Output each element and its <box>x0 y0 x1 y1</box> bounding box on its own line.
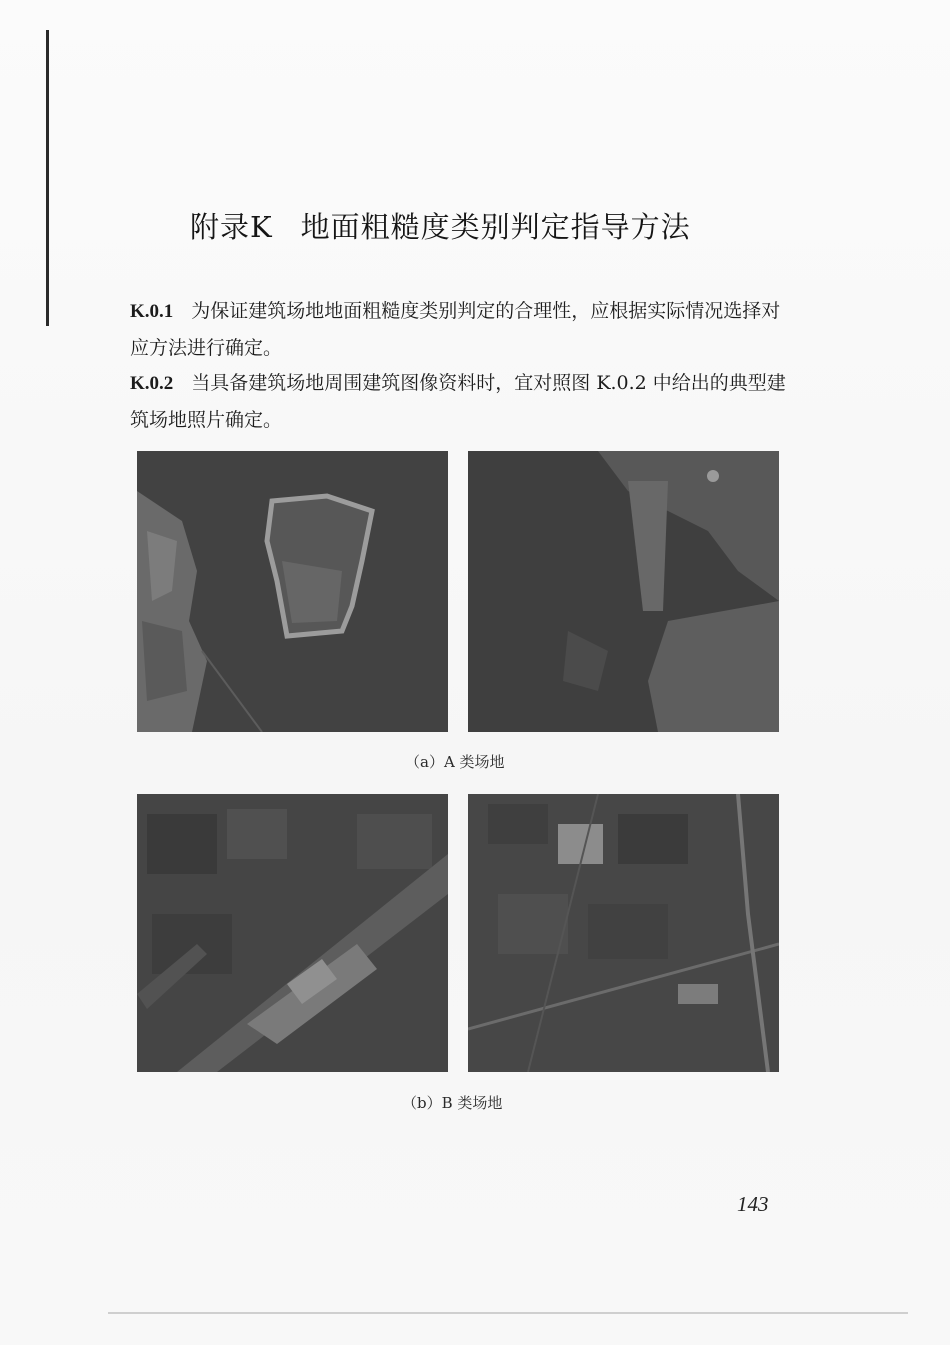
appendix-label: 附录K <box>190 210 273 244</box>
clause-text: 为保证建筑场地地面粗糙度类别判定的合理性，应根据实际情况选择对应方法进行确定。 <box>130 300 781 359</box>
appendix-title <box>190 205 691 246</box>
clause-number: K.0.2 <box>130 373 174 394</box>
aerial-photo-a-left <box>137 451 448 732</box>
clause-k01 <box>130 293 795 366</box>
aerial-photo-a-right <box>468 451 779 732</box>
aerial-photo-b-left <box>137 794 448 1072</box>
appendix-heading: 地面粗糙度类别判定指导方法 <box>300 210 691 244</box>
page-bottom-edge <box>108 1312 908 1314</box>
figure-caption-a: （a）A 类场地 <box>405 753 505 771</box>
clause-text: 当具备建筑场地周围建筑图像资料时，宜对照图 K.0.2 中给出的典型建筑场地照片确定。 <box>130 372 786 431</box>
binding-edge-line <box>46 30 49 326</box>
page-number: 143 <box>737 1192 769 1216</box>
clause-number: K.0.1 <box>130 301 174 322</box>
figure-caption-b: （b）B 类场地 <box>402 1094 503 1112</box>
clause-k02 <box>130 365 795 438</box>
aerial-photo-b-right <box>468 794 779 1072</box>
